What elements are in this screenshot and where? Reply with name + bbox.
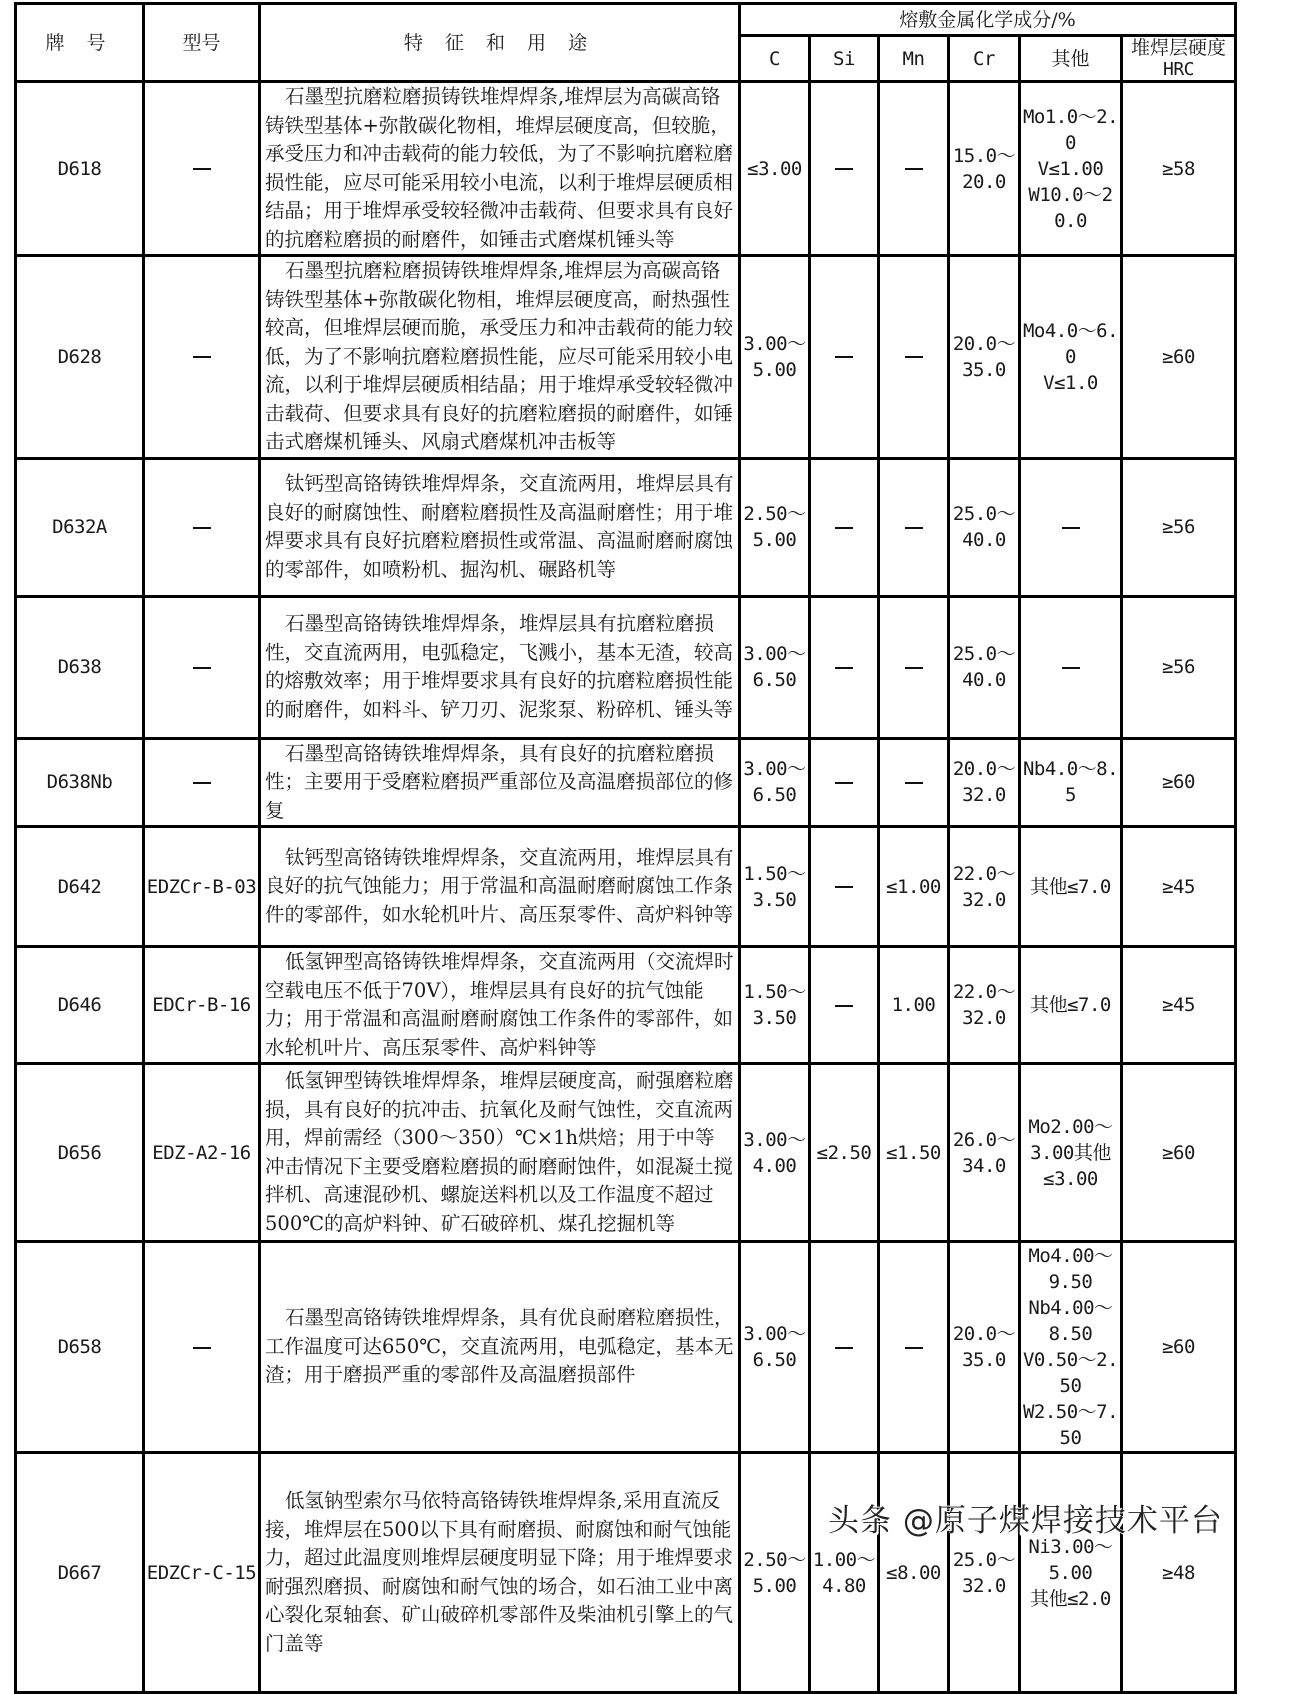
cell-line: 50 [1059,1427,1082,1449]
cell-mn [879,1242,949,1453]
cell-line: ≤1.00 [886,875,941,898]
cell-line: ≤3.00 [747,157,802,180]
cell-si [810,596,879,738]
cell-line: 22.0～ [952,862,1016,885]
cell-brand [16,1242,144,1453]
cell-line: D658 [57,1336,102,1358]
cell-line: ≥60 [1162,345,1195,368]
cell-line: D638Nb [46,771,113,794]
cell-line: Mo4.00～ [1028,1245,1113,1267]
cell-line: 3.00其他 [1030,1141,1111,1164]
cell-line: 6.50 [752,1349,797,1371]
cell-line: 其他≤7.0 [1030,994,1111,1016]
header-c: C [740,36,810,82]
cell-model [144,1242,260,1453]
cell-c [740,1064,810,1242]
cell-line: D638 [57,656,102,678]
cell-features: 低氢钾型高铬铸铁堆焊焊条，交直流两用（交流焊时空载电压不低于70V），堆焊层具有良好的抗气蚀能力；用于常温和高温耐磨耐腐蚀工作条件的零部件，如水轮机叶片、高压泵零件、高炉料钟等 [260,947,740,1064]
cell-model [144,458,260,596]
header-other: 其他 [1020,36,1122,82]
cell-line: W2.50～7. [1022,1401,1119,1423]
cell-line: 20.0～ [952,758,1016,781]
dash-mark [905,168,923,170]
cell-brand [16,947,144,1064]
cell-line: 3.00～ [743,643,806,665]
cell-line: 40.0 [962,529,1006,551]
cell-c [740,1453,810,1693]
header-composition: 熔敷金属化学成分/% [740,4,1236,36]
cell-line: ≤8.00 [886,1561,941,1584]
cell-line: 2.50～ [743,503,806,525]
cell-line: ≥60 [1162,1336,1195,1358]
cell-line: 6.50 [752,784,797,807]
table-row [16,1453,1236,1693]
cell-line: 6.50 [752,669,797,691]
cell-line: 4.00 [752,1154,797,1177]
cell-si [810,1453,879,1693]
cell-line: 1.50～ [743,862,806,885]
cell-other [1020,596,1122,738]
cell-line: 3.00～ [743,1323,806,1345]
cell-cr [949,458,1020,596]
header-model: 型号 [144,4,260,82]
cell-c [740,82,810,256]
cell-hardness [1122,738,1236,827]
cell-line: 3.00～ [743,1128,806,1151]
cell-hardness [1122,596,1236,738]
cell-other [1020,458,1122,596]
watermark: 头条 @原子煤焊接技术平台 [828,1503,1223,1539]
cell-line: 3.50 [752,1007,797,1029]
cell-line: 34.0 [962,1154,1006,1177]
dash-mark [193,356,211,358]
cell-mn [879,738,949,827]
cell-mn [879,256,949,459]
cell-line: 3.50 [752,888,797,911]
cell-hardness [1122,827,1236,947]
cell-line: 32.0 [962,888,1006,911]
cell-si [810,738,879,827]
cell-line: 5.00 [752,358,797,381]
cell-line: Nb4.00～ [1028,1297,1113,1319]
cell-hardness [1122,1064,1236,1242]
cell-line: D656 [57,1141,102,1164]
header-hardness [1122,36,1236,82]
cell-hardness [1122,947,1236,1064]
cell-si [810,827,879,947]
dash-mark [835,886,853,888]
dash-mark [905,782,923,784]
dash-mark [1062,527,1080,529]
cell-line: V0.50～2. [1022,1349,1119,1371]
cell-si [810,1242,879,1453]
cell-other [1020,1064,1122,1242]
welding-rod-table [14,2,1237,1694]
cell-other [1020,1242,1122,1453]
cell-line: 32.0 [962,1574,1006,1597]
cell-line: Mo4.0～6. [1022,319,1119,342]
cell-line: 5.00 [752,529,797,551]
cell-line: 22.0～ [952,981,1016,1003]
cell-features: 低氢钾型铸铁堆焊焊条，堆焊层硬度高，耐强磨粒磨损，具有良好的抗冲击、抗氧化及耐气蚀性，交直流两用，焊前需经（300～350）℃×1h烘焙；用于中等冲击情况下主要受磨粒磨损的耐磨耐蚀件，如混凝土搅拌机、高速混砂机、螺旋送料机以及工作温度不超过500℃的高炉料钟、矿石破碎机、煤孔挖掘机等 [260,1064,740,1242]
dash-mark [835,1347,853,1349]
cell-line: ≥56 [1162,656,1195,678]
cell-line: 5.00 [1048,1561,1093,1584]
cell-brand [16,827,144,947]
cell-cr [949,256,1020,459]
cell-line: EDZCr-C-15 [146,1561,257,1584]
cell-mn [879,596,949,738]
table-row [16,458,1236,596]
cell-cr [949,1242,1020,1453]
header-cr: Cr [949,36,1020,82]
cell-line: 1.00 [891,994,936,1016]
cell-line: 其他≤7.0 [1030,875,1111,898]
cell-line: D667 [57,1561,102,1584]
header-mn: Mn [879,36,949,82]
cell-line: EDZCr-B-03 [146,875,257,898]
cell-si [810,947,879,1064]
cell-si [810,256,879,459]
cell-model [144,738,260,827]
cell-mn [879,82,949,256]
dash-mark [835,782,853,784]
cell-line: ≥45 [1162,875,1195,898]
cell-cr [949,738,1020,827]
table-row [16,596,1236,738]
dash-mark [905,527,923,529]
cell-line: W10.0～2 [1028,183,1113,206]
dash-mark [193,782,211,784]
cell-line: 40.0 [962,669,1006,691]
cell-model [144,596,260,738]
cell-brand [16,458,144,596]
cell-features: 石墨型高铬铸铁堆焊焊条，具有优良耐磨粒磨损性，工作温度可达650℃，交直流两用，电弧稳定，基本无渣；用于磨损严重的零部件及高温磨损部件 [260,1242,740,1453]
cell-line: 4.80 [822,1574,866,1597]
dash-mark [193,527,211,529]
cell-features: 低氢钠型索尔马依特高铬铸铁堆焊焊条,采用直流反接，堆焊层在500以下具有耐磨损、耐腐蚀和耐气蚀能力，超过此温度则堆焊层硬度明显下降；用于堆焊要求耐强烈磨损、耐腐蚀和耐气蚀的场合，如石油工业中离心裂化泵轴套、矿山破碎机零部件及柴油机引擎上的气门盖等 [260,1453,740,1693]
cell-features: 钛钙型高铬铸铁堆焊焊条，交直流两用，堆焊层具有良好的抗气蚀能力；用于常温和高温耐磨耐腐蚀工作条件的零部件，如水轮机叶片、高压泵零件、高炉料钟等 [260,827,740,947]
cell-line: 0 [1065,131,1076,154]
header-hardness-line2: HRC [1162,58,1194,80]
cell-hardness [1122,256,1236,459]
cell-brand [16,82,144,256]
cell-line: 25.0～ [952,503,1016,525]
cell-c [740,1242,810,1453]
cell-line: V≤1.00 [1037,157,1104,180]
cell-hardness [1122,1453,1236,1693]
cell-mn [879,1064,949,1242]
cell-line: ≤2.50 [816,1141,872,1164]
cell-line: Ni3.00～ [1028,1535,1113,1558]
cell-features: 石墨型高铬铸铁堆焊焊条，堆焊层具有抗磨粒磨损性，交直流两用，电弧稳定，飞溅小，基本无渣，较高的熔敷效率；用于堆焊要求具有良好的抗磨粒磨损性能的耐磨件，如料斗、铲刀刃、泥浆泵、粉碎机、锤头等 [260,596,740,738]
cell-hardness [1122,458,1236,596]
cell-cr [949,1064,1020,1242]
cell-line: 15.0～ [952,144,1016,167]
cell-line: 35.0 [962,1349,1006,1371]
cell-other [1020,1453,1122,1693]
cell-cr [949,1453,1020,1693]
cell-c [740,256,810,459]
cell-other [1020,738,1122,827]
cell-cr [949,82,1020,256]
cell-line: 25.0～ [952,1548,1016,1571]
cell-line: 35.0 [962,358,1006,381]
cell-line: 5 [1065,784,1076,807]
table-body [16,82,1236,1693]
table-row [16,827,1236,947]
cell-cr [949,947,1020,1064]
cell-line: 其他≤2.0 [1030,1587,1111,1610]
cell-line: ≥48 [1162,1561,1195,1584]
cell-line: 26.0～ [952,1128,1016,1151]
dash-mark [193,667,211,669]
table-row [16,82,1236,256]
cell-mn [879,827,949,947]
cell-line: D646 [57,994,102,1016]
dash-mark [835,168,853,170]
cell-si [810,458,879,596]
cell-line: 50 [1059,1375,1082,1397]
cell-model [144,1453,260,1693]
cell-line: 1.50～ [743,981,806,1003]
cell-line: 3.00～ [743,758,806,781]
cell-line: 25.0～ [952,643,1016,665]
cell-line: Mo1.0～2. [1022,105,1119,128]
cell-line: Nb4.0～8. [1022,758,1119,781]
cell-line: ≥45 [1162,994,1195,1016]
cell-brand [16,738,144,827]
cell-line: D628 [57,345,102,368]
dash-mark [1062,667,1080,669]
cell-line: EDCr-B-16 [152,994,251,1016]
cell-model [144,256,260,459]
header-brand: 牌 号 [16,4,144,82]
cell-mn [879,458,949,596]
cell-other [1020,947,1122,1064]
cell-line: 20.0 [962,170,1006,193]
cell-cr [949,596,1020,738]
table-row [16,1064,1236,1242]
cell-hardness [1122,1242,1236,1453]
cell-si [810,82,879,256]
cell-c [740,738,810,827]
cell-line: D642 [57,875,102,898]
cell-features: 石墨型抗磨粒磨损铸铁堆焊焊条,堆焊层为高碳高铬铸铁型基体+弥散碳化物相，堆焊层硬度高，但较脆，承受压力和冲击载荷的能力较低，为了不影响抗磨粒磨损性能，应尽可能采用较小电流，以利于堆焊层硬质相结晶；用于堆焊承受较轻微冲击载荷、但要求具有良好的抗磨粒磨损的耐磨件，如锤击式磨煤机锤头等 [260,82,740,256]
cell-line: ≤1.50 [886,1141,941,1164]
cell-line: ≥58 [1162,157,1195,180]
dash-mark [905,356,923,358]
cell-line: ≥60 [1162,771,1195,794]
cell-line: 0 [1065,345,1076,368]
cell-line: V≤1.0 [1043,371,1098,394]
cell-features: 钛钙型高铬铸铁堆焊焊条，交直流两用，堆焊层具有良好的耐腐蚀性、耐磨粒磨损性及高温耐磨性；用于堆焊要求具有良好抗磨粒磨损性或常温、高温耐磨耐腐蚀的零部件，如喷粉机、掘沟机、碾路机等 [260,458,740,596]
cell-line: 1.00～ [812,1548,876,1571]
cell-other [1020,82,1122,256]
cell-model [144,1064,260,1242]
table-row [16,947,1236,1064]
cell-other [1020,827,1122,947]
dash-mark [835,356,853,358]
cell-features: 石墨型抗磨粒磨损铸铁堆焊焊条,堆焊层为高碳高铬铸铁型基体+弥散碳化物相，堆焊层硬度高，耐热强性较高，但堆焊层硬而脆，承受压力和冲击载荷的能力较低，为了不影响抗磨粒磨损性能，应尽可能采用较小电流，以利于堆焊层硬质相结晶；用于堆焊承受较轻微冲击载荷、但要求具有良好的抗磨粒磨损的耐磨件，如锤击式磨煤机锤头、风扇式磨煤机冲击板等 [260,256,740,459]
dash-mark [835,1005,853,1007]
cell-mn [879,1453,949,1693]
cell-model [144,82,260,256]
cell-line: 5.00 [752,1574,797,1597]
cell-hardness [1122,82,1236,256]
cell-line: 32.0 [962,1007,1006,1029]
cell-line: Mo2.00～ [1028,1115,1113,1138]
cell-c [740,827,810,947]
header-features: 特 征 和 用 途 [260,4,740,82]
cell-line: 2.50～ [743,1548,806,1571]
cell-line: 0.0 [1054,209,1087,232]
table-row [16,1242,1236,1453]
cell-line: D618 [57,157,102,180]
cell-mn [879,947,949,1064]
cell-line: 20.0～ [952,332,1016,355]
table-row [16,738,1236,827]
cell-other [1020,256,1122,459]
cell-features: 石墨型高铬铸铁堆焊焊条，具有良好的抗磨粒磨损性；主要用于受磨粒磨损严重部位及高温磨损部位的修复 [260,738,740,827]
table-row [16,256,1236,459]
dash-mark [835,667,853,669]
cell-line: 20.0～ [952,1323,1016,1345]
cell-line: ≥60 [1162,1141,1195,1164]
cell-c [740,947,810,1064]
cell-brand [16,1453,144,1693]
cell-line: EDZ-A2-16 [152,1141,251,1164]
cell-line: 9.50 [1048,1271,1093,1293]
cell-line: 32.0 [962,784,1006,807]
cell-line: D632A [52,516,107,538]
header-hardness-line1: 堆焊层硬度 [1130,36,1226,59]
cell-line: ≤3.00 [1043,1167,1098,1190]
cell-brand [16,596,144,738]
dash-mark [905,1347,923,1349]
cell-line: 3.00～ [743,332,806,355]
dash-mark [835,527,853,529]
cell-c [740,458,810,596]
header-si: Si [810,36,879,82]
cell-model [144,827,260,947]
cell-cr [949,827,1020,947]
cell-c [740,596,810,738]
cell-si [810,1064,879,1242]
dash-mark [193,168,211,170]
cell-model [144,947,260,1064]
dash-mark [193,1347,211,1349]
dash-mark [905,667,923,669]
cell-brand [16,1064,144,1242]
cell-brand [16,256,144,459]
cell-line: 8.50 [1048,1323,1093,1345]
cell-line: ≥56 [1162,516,1195,538]
